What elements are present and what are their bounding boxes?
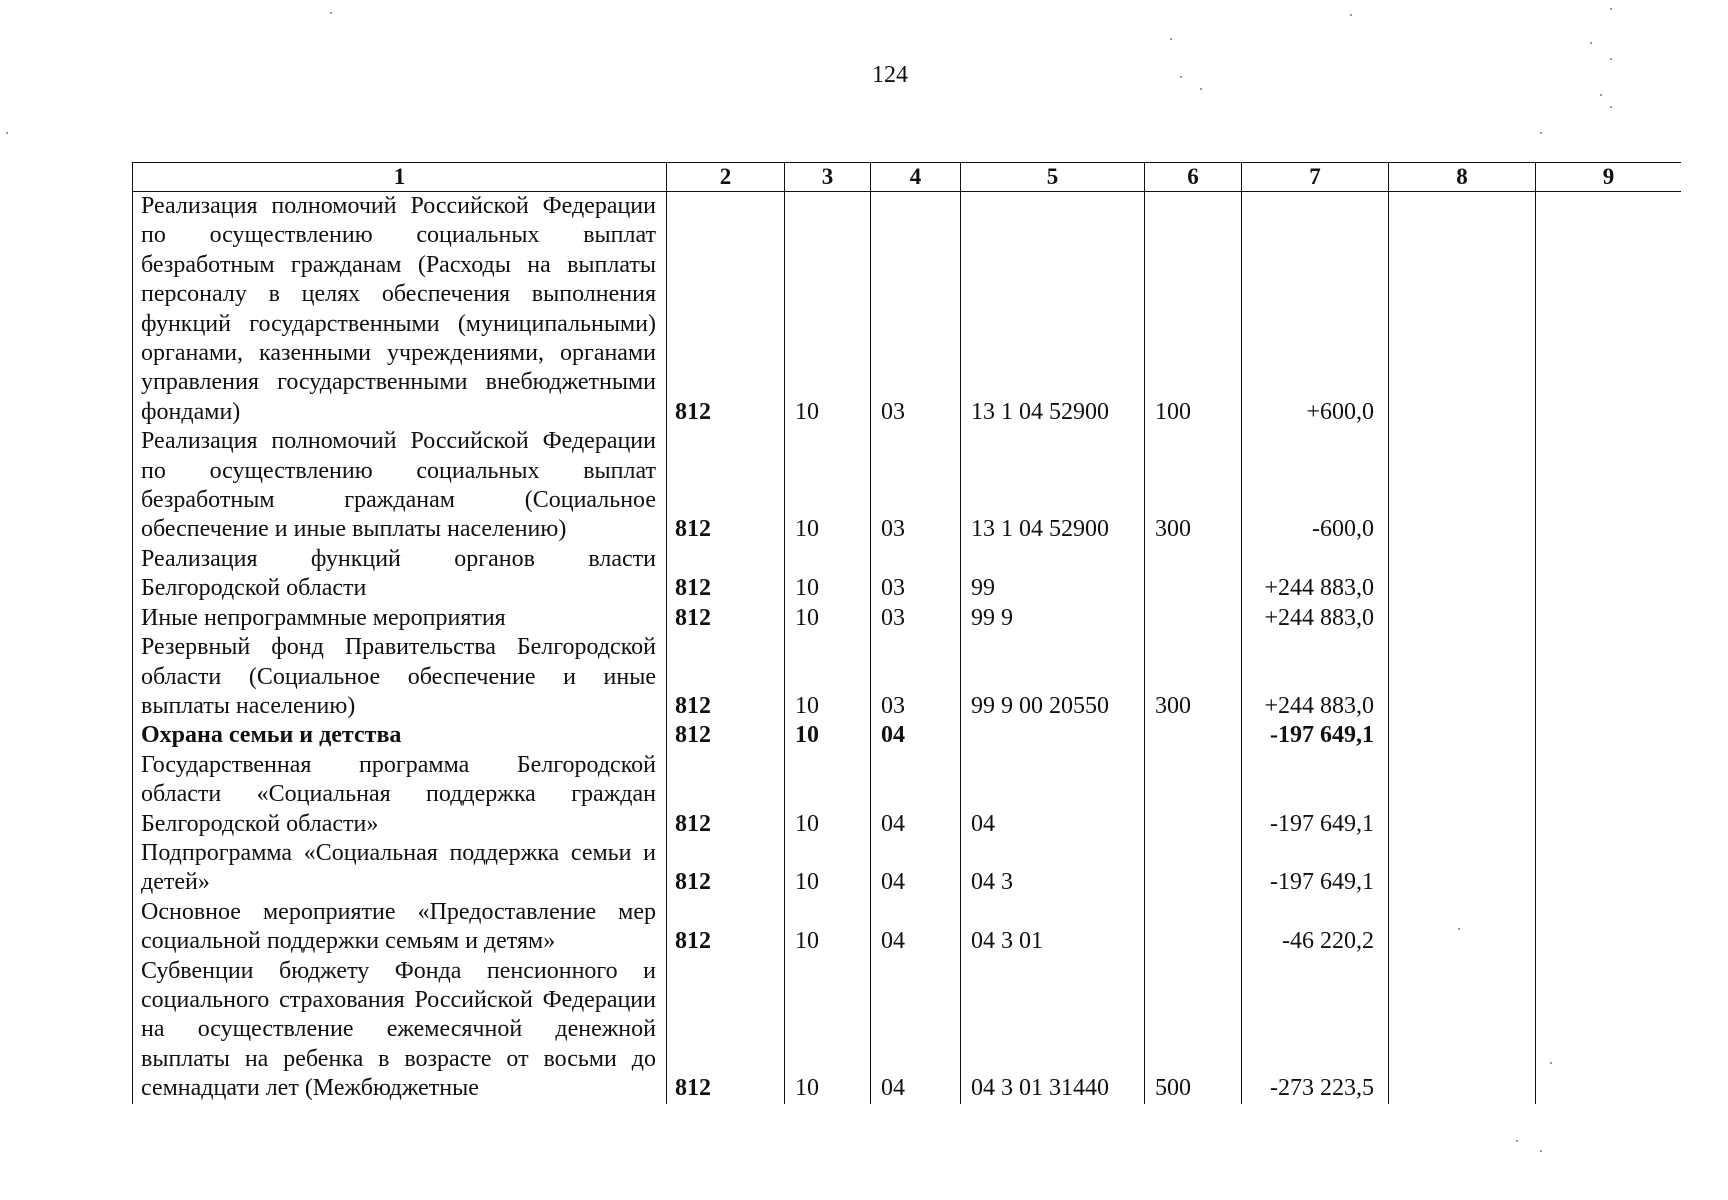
ministry-code: 812: [667, 545, 785, 604]
target-article-code: 04 3 01: [961, 898, 1145, 957]
ministry-code: 812: [667, 427, 785, 545]
scan-speck: [1200, 88, 1202, 90]
subsection-code: 03: [871, 604, 961, 633]
expense-type-code: 300: [1145, 633, 1242, 721]
section-code: 10: [785, 957, 871, 1104]
target-article-code: 99 9 00 20550: [961, 633, 1145, 721]
scan-speck: [1540, 132, 1542, 134]
scan-speck: [1350, 14, 1352, 16]
expense-type-code: [1145, 721, 1242, 750]
expense-type-code: [1145, 545, 1242, 604]
amount: -600,0: [1242, 427, 1389, 545]
subsection-code: 04: [871, 839, 961, 898]
amount: -197 649,1: [1242, 751, 1389, 839]
expense-type-code: [1145, 751, 1242, 839]
scan-speck: [1180, 76, 1182, 78]
column-header: 4: [871, 163, 961, 192]
section-code: 10: [785, 721, 871, 750]
expense-name: Государственная программа Белгородской области «Социальная поддержка граждан Белгородской области»: [133, 751, 667, 839]
amount: -197 649,1: [1242, 839, 1389, 898]
column-8-cell: [1389, 192, 1536, 428]
subsection-code: 04: [871, 721, 961, 750]
target-article-code: 13 1 04 52900: [961, 192, 1145, 428]
page-number: 124: [872, 62, 908, 88]
budget-table-container: [132, 162, 1681, 1105]
ministry-code: 812: [667, 721, 785, 750]
column-8-cell: [1389, 957, 1536, 1104]
target-article-code: 04 3 01 31440: [961, 957, 1145, 1104]
header-row: [133, 163, 1682, 192]
expense-type-code: [1145, 839, 1242, 898]
target-article-code: 99: [961, 545, 1145, 604]
column-header: 9: [1536, 163, 1682, 192]
table-row: [133, 839, 1682, 898]
target-article-code: 04 3: [961, 839, 1145, 898]
section-code: 10: [785, 604, 871, 633]
column-8-cell: [1389, 604, 1536, 633]
table-row: [133, 898, 1682, 957]
column-9-cell: [1536, 751, 1682, 839]
column-8-cell: [1389, 839, 1536, 898]
subsection-code: 03: [871, 545, 961, 604]
table-row: [133, 545, 1682, 604]
table-body: [133, 192, 1682, 1104]
amount: -46 220,2: [1242, 898, 1389, 957]
target-article-code: 99 9: [961, 604, 1145, 633]
target-article-code: [961, 721, 1145, 750]
table-header: [133, 163, 1682, 192]
column-header: 7: [1242, 163, 1389, 192]
expense-name: Реализация полномочий Российской Федерации по осуществлению социальных выплат безработным гражданам (Расходы на выплаты персоналу в целях обеспечения выполнения функций государственными (муниципальными) органами, казенными учреждениями, органами управления государственными внебюджетными фондами): [133, 192, 667, 428]
column-header: 3: [785, 163, 871, 192]
expense-type-code: [1145, 898, 1242, 957]
table-row: [133, 957, 1682, 1104]
target-article-code: 04: [961, 751, 1145, 839]
ministry-code: 812: [667, 751, 785, 839]
section-code: 10: [785, 545, 871, 604]
expense-type-code: 300: [1145, 427, 1242, 545]
subsection-code: 04: [871, 957, 961, 1104]
column-9-cell: [1536, 192, 1682, 428]
expense-name: Основное мероприятие «Предоставление мер социальной поддержки семьям и детям»: [133, 898, 667, 957]
column-8-cell: [1389, 545, 1536, 604]
ministry-code: 812: [667, 633, 785, 721]
column-header: 8: [1389, 163, 1536, 192]
ministry-code: 812: [667, 192, 785, 428]
column-8-cell: [1389, 427, 1536, 545]
subsection-code: 03: [871, 427, 961, 545]
column-9-cell: [1536, 721, 1682, 750]
section-code: 10: [785, 839, 871, 898]
table-row: [133, 192, 1682, 428]
scan-speck: [1610, 106, 1612, 108]
column-9-cell: [1536, 427, 1682, 545]
expense-type-code: 100: [1145, 192, 1242, 428]
column-8-cell: [1389, 898, 1536, 957]
column-9-cell: [1536, 898, 1682, 957]
expense-name: Иные непрограммные мероприятия: [133, 604, 667, 633]
column-9-cell: [1536, 633, 1682, 721]
subsection-code: 03: [871, 633, 961, 721]
table-row: [133, 751, 1682, 839]
amount: +600,0: [1242, 192, 1389, 428]
column-9-cell: [1536, 839, 1682, 898]
scan-speck: [1458, 928, 1460, 930]
column-header: 1: [133, 163, 667, 192]
scan-speck: [330, 12, 332, 14]
table-row: [133, 721, 1682, 750]
scan-speck: [1610, 58, 1612, 60]
expense-name: Подпрограмма «Социальная поддержка семьи и детей»: [133, 839, 667, 898]
table-row: [133, 604, 1682, 633]
scan-speck: [1610, 8, 1612, 10]
section-code: 10: [785, 192, 871, 428]
expense-type-code: 500: [1145, 957, 1242, 1104]
expense-type-code: [1145, 604, 1242, 633]
column-header: 2: [667, 163, 785, 192]
section-code: 10: [785, 751, 871, 839]
scan-speck: [1550, 1062, 1552, 1064]
target-article-code: 13 1 04 52900: [961, 427, 1145, 545]
section-code: 10: [785, 633, 871, 721]
section-code: 10: [785, 427, 871, 545]
expense-name: Реализация полномочий Российской Федерации по осуществлению социальных выплат безработным гражданам (Социальное обеспечение и иные выплаты населению): [133, 427, 667, 545]
expense-name: Субвенции бюджету Фонда пенсионного и социального страхования Российской Федерации на осуществление ежемесячной денежной выплаты на ребенка в возрасте от восьми до семнадцати лет (Межбюджетные: [133, 957, 667, 1104]
column-9-cell: [1536, 957, 1682, 1104]
column-header: 6: [1145, 163, 1242, 192]
amount: -273 223,5: [1242, 957, 1389, 1104]
amount: +244 883,0: [1242, 545, 1389, 604]
ministry-code: 812: [667, 957, 785, 1104]
scan-speck: [1540, 1150, 1542, 1152]
expense-name: Охрана семьи и детства: [133, 721, 667, 750]
budget-table: [132, 162, 1681, 1104]
column-8-cell: [1389, 633, 1536, 721]
expense-name: Резервный фонд Правительства Белгородской области (Социальное обеспечение и иные выплаты населению): [133, 633, 667, 721]
scan-speck: [1170, 38, 1172, 40]
column-8-cell: [1389, 751, 1536, 839]
amount: -197 649,1: [1242, 721, 1389, 750]
amount: +244 883,0: [1242, 604, 1389, 633]
scan-speck: [1600, 94, 1602, 96]
section-code: 10: [785, 898, 871, 957]
ministry-code: 812: [667, 898, 785, 957]
subsection-code: 04: [871, 898, 961, 957]
subsection-code: 04: [871, 751, 961, 839]
amount: +244 883,0: [1242, 633, 1389, 721]
column-8-cell: [1389, 721, 1536, 750]
scan-speck: [1590, 42, 1592, 44]
table-row: [133, 633, 1682, 721]
column-9-cell: [1536, 545, 1682, 604]
column-9-cell: [1536, 604, 1682, 633]
column-header: 5: [961, 163, 1145, 192]
subsection-code: 03: [871, 192, 961, 428]
expense-name: Реализация функций органов власти Белгородской области: [133, 545, 667, 604]
ministry-code: 812: [667, 839, 785, 898]
scan-speck: [6, 132, 8, 134]
table-row: [133, 427, 1682, 545]
ministry-code: 812: [667, 604, 785, 633]
scan-speck: [1516, 1140, 1518, 1142]
